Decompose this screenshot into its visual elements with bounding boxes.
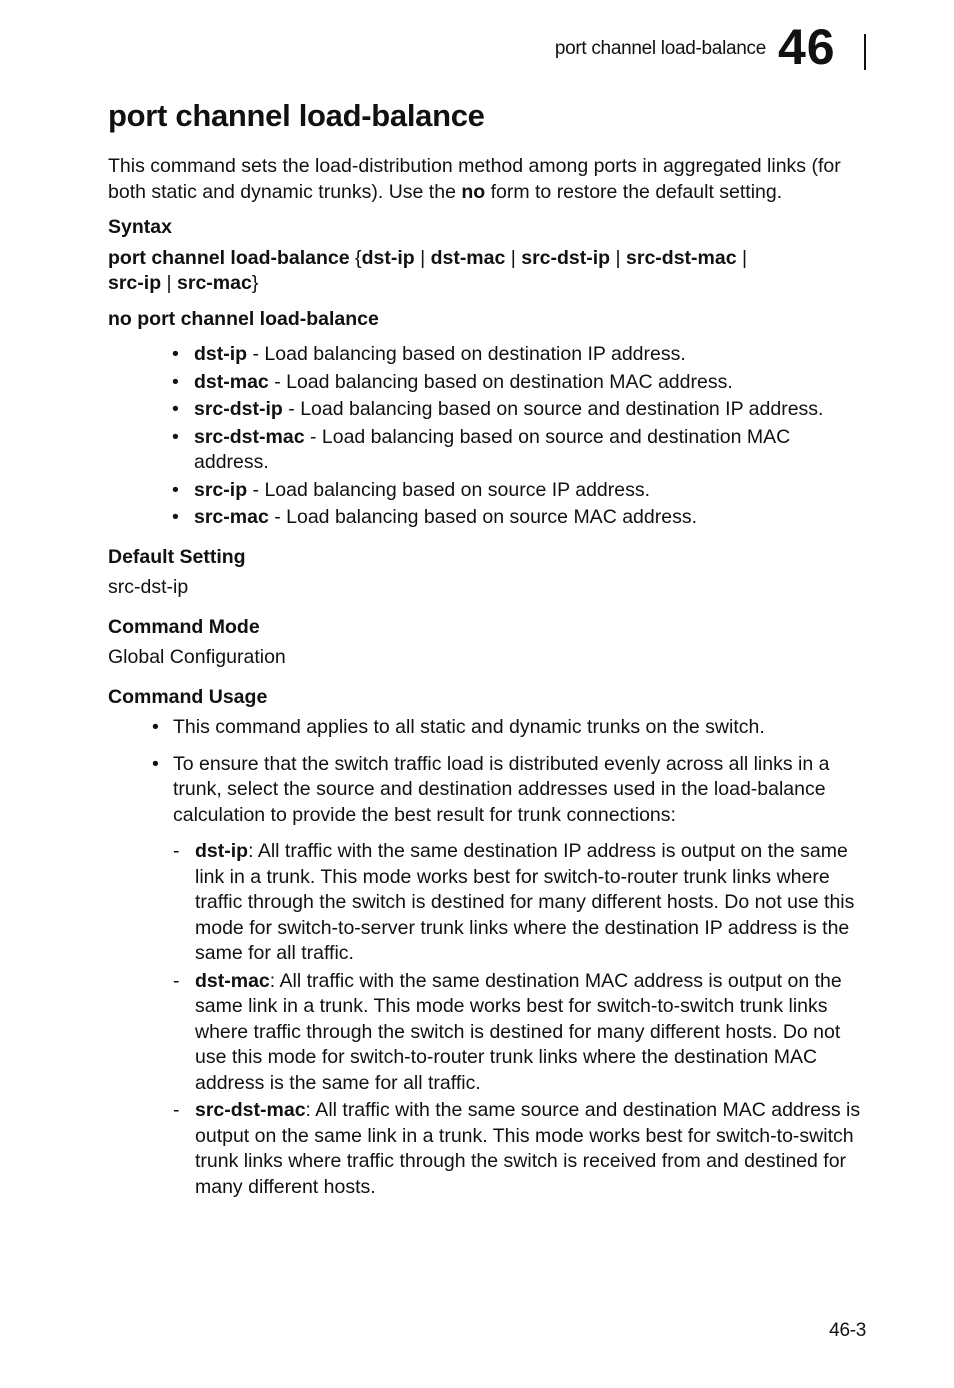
mode-list — [173, 839, 868, 1200]
default-setting-heading: Default Setting — [108, 545, 246, 568]
command-mode-value: Global Configuration — [108, 646, 286, 668]
command-usage-list — [108, 715, 868, 1200]
command-mode-heading: Command Mode — [108, 615, 260, 638]
syntax-option-dst-mac: dst-mac — [430, 246, 506, 269]
option-desc: - Load balancing based on source MAC address. — [268, 506, 697, 528]
default-setting-value: src-dst-ip — [108, 576, 189, 598]
option-term: dst-mac — [194, 370, 269, 393]
syntax-separator: | — [414, 246, 431, 269]
syntax-separator: | — [610, 246, 627, 269]
running-header-title: port channel load-balance — [554, 38, 766, 59]
list-item — [194, 505, 868, 531]
option-desc: - Load balancing based on source and destination IP address. — [282, 398, 824, 420]
list-item — [195, 839, 868, 967]
page-title: port channel load-balance — [108, 98, 485, 133]
syntax-option-dst-ip: dst-ip — [361, 246, 415, 269]
list-item — [194, 478, 868, 504]
page-content — [108, 154, 868, 1211]
chapter-divider — [864, 34, 866, 70]
option-term: src-dst-ip — [194, 398, 283, 420]
page-number: 46-3 — [829, 1320, 866, 1341]
list-item — [194, 397, 868, 423]
intro-text-end: form to restore the default setting. — [485, 180, 783, 203]
usage-text: This command applies to all static and dynamic trunks on the switch. — [173, 716, 765, 738]
option-desc: - Load balancing based on source and destination MAC address. — [194, 425, 791, 473]
syntax-command: port channel load-balance — [108, 246, 350, 269]
syntax-open-brace: { — [349, 246, 362, 269]
intro-paragraph — [108, 154, 868, 205]
syntax-option-src-mac: src-mac — [177, 272, 252, 294]
option-desc: - Load balancing based on destination IP address. — [247, 343, 686, 365]
list-item — [194, 370, 868, 396]
syntax-command-line — [108, 246, 868, 297]
list-item — [195, 969, 868, 1097]
mode-desc: : All traffic with the same destination MAC address is output on the same link in a trunk. This mode works best for switch-to-switch trunk links where traffic through the switch is destined for many different hosts. Do not use this mode for switch-to-router trunk links where the destination MAC address is the same for all traffic. — [195, 969, 842, 1094]
syntax-no-command: no port channel load-balance — [108, 307, 379, 330]
chapter-number: 46 — [778, 19, 836, 75]
syntax-options-list — [108, 342, 868, 531]
mode-term: src-dst-mac — [195, 1099, 306, 1121]
option-term: dst-ip — [194, 343, 248, 365]
syntax-separator: | — [736, 246, 748, 269]
option-term: src-ip — [194, 478, 248, 501]
option-desc: - Load balancing based on source IP address. — [247, 478, 651, 501]
option-term: src-mac — [194, 506, 269, 528]
usage-text: To ensure that the switch traffic load is distributed evenly across all links in a trunk, select the source and destination addresses used in the load-balance calculation to provide the best result for trunk connections: — [173, 752, 830, 826]
syntax-heading: Syntax — [108, 216, 172, 238]
option-term: src-dst-mac — [194, 425, 305, 448]
mode-term: dst-mac — [195, 969, 270, 992]
list-item — [195, 1098, 868, 1200]
list-item — [194, 342, 868, 368]
syntax-option-src-dst-mac: src-dst-mac — [626, 246, 737, 269]
syntax-no-form — [108, 307, 868, 333]
command-usage-heading: Command Usage — [108, 685, 268, 708]
syntax-option-src-dst-ip: src-dst-ip — [521, 246, 611, 269]
option-desc: - Load balancing based on destination MAC address. — [268, 370, 733, 393]
mode-desc: : All traffic with the same destination IP address is output on the same link in a trunk. This mode works best for switch-to-router trunk links where traffic through the switch is destined for many different hosts. Do not use this mode for switch-to-server trunk links where the destination IP address is the same for all traffic. — [195, 840, 855, 964]
intro-text-start: This command sets the load-distribution method among ports in aggregated links (for both static and dynamic trunks). Use the — [108, 155, 841, 203]
syntax-close-brace: } — [251, 272, 259, 294]
syntax-separator: | — [505, 246, 522, 269]
list-item — [173, 752, 868, 1201]
mode-desc: : All traffic with the same source and destination MAC address is output on the same link in a trunk. This mode works best for switch-to-switch trunk links where traffic through the switch is received from and destined for many different hosts. — [195, 1099, 861, 1198]
list-item — [194, 425, 868, 476]
mode-term: dst-ip — [195, 840, 249, 862]
syntax-option-src-ip: src-ip — [108, 272, 162, 294]
intro-keyword-no: no — [461, 180, 486, 203]
list-item — [173, 715, 868, 741]
syntax-separator: | — [161, 272, 178, 294]
